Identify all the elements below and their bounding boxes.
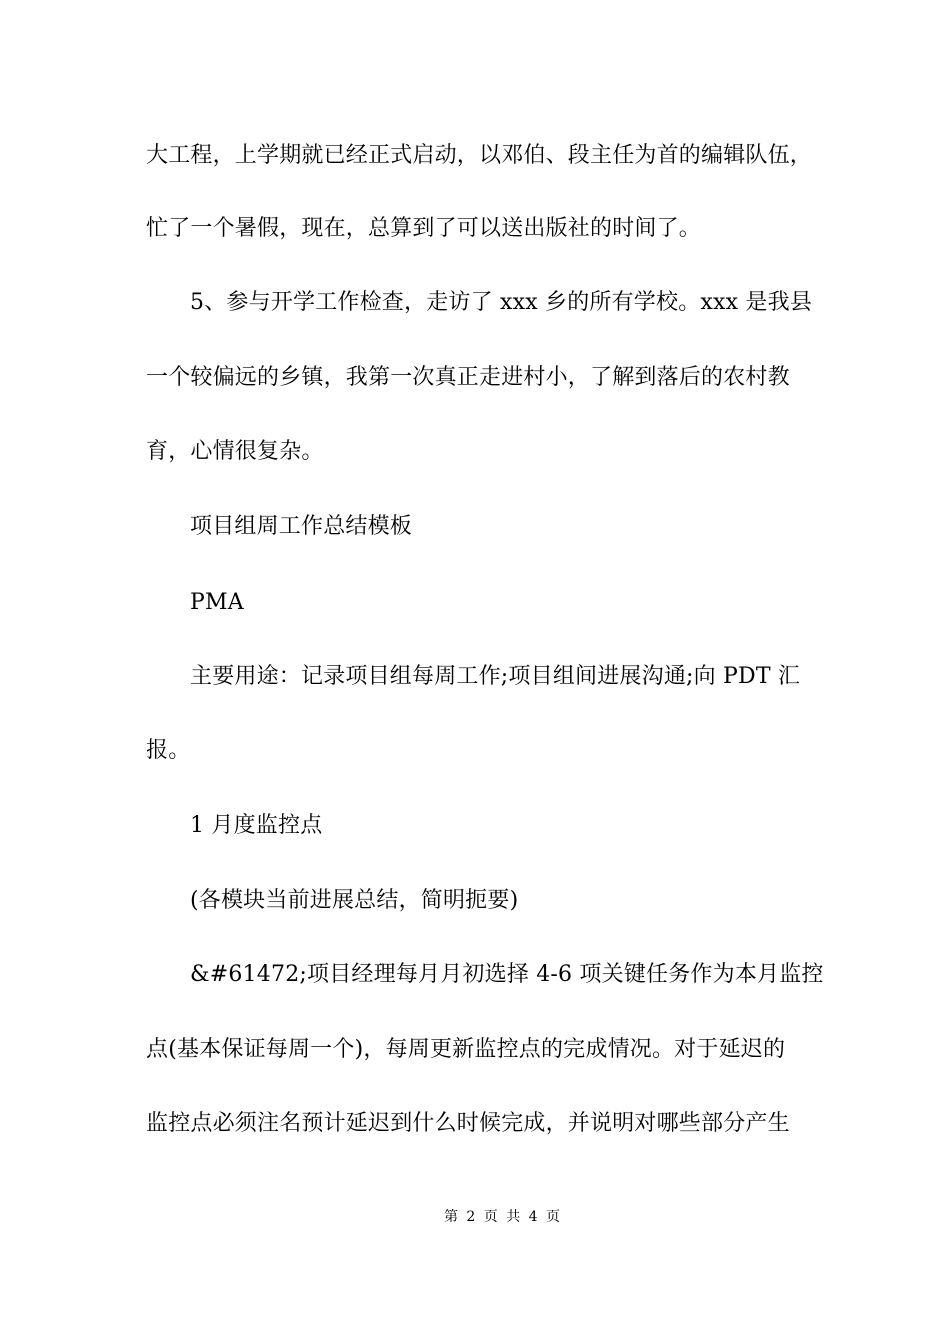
paragraph-line: 主要用途：记录项目组每周工作;项目组间进展沟通;向 PDT 汇	[190, 664, 801, 689]
paragraph-line: 监控点必须注名预计延迟到什么时候完成，并说明对哪些部分产生	[146, 1111, 790, 1136]
paragraph-line: 大工程，上学期就已经正式启动，以邓伯、段主任为首的编辑队伍，	[146, 143, 813, 168]
page-number-footer: 第 2 页 共 4 页	[443, 1209, 563, 1225]
paragraph-line: 5、参与开学工作检查，走访了 xxx 乡的所有学校。xxx 是我县	[190, 290, 813, 315]
paragraph-line: 育，心情很复杂。	[146, 439, 324, 464]
paragraph-line: 一个较偏远的乡镇，我第一次真正走进村小，了解到落后的农村教	[146, 365, 790, 390]
section-heading: 1 月度监控点	[190, 813, 323, 838]
paragraph-line: PMA	[190, 590, 244, 615]
paragraph-line: 点(基本保证每周一个)，每周更新监控点的完成情况。对于延迟的	[146, 1037, 786, 1062]
paragraph-line: 忙了一个暑假，现在，总算到了可以送出版社的时间了。	[146, 216, 702, 241]
paragraph-line: 报。	[146, 738, 191, 763]
paragraph-line: &#61472;项目经理每月月初选择 4-6 项关键任务作为本月监控	[190, 962, 824, 987]
section-heading: 项目组周工作总结模板	[190, 514, 413, 539]
paragraph-line: (各模块当前进展总结，简明扼要)	[190, 888, 519, 913]
